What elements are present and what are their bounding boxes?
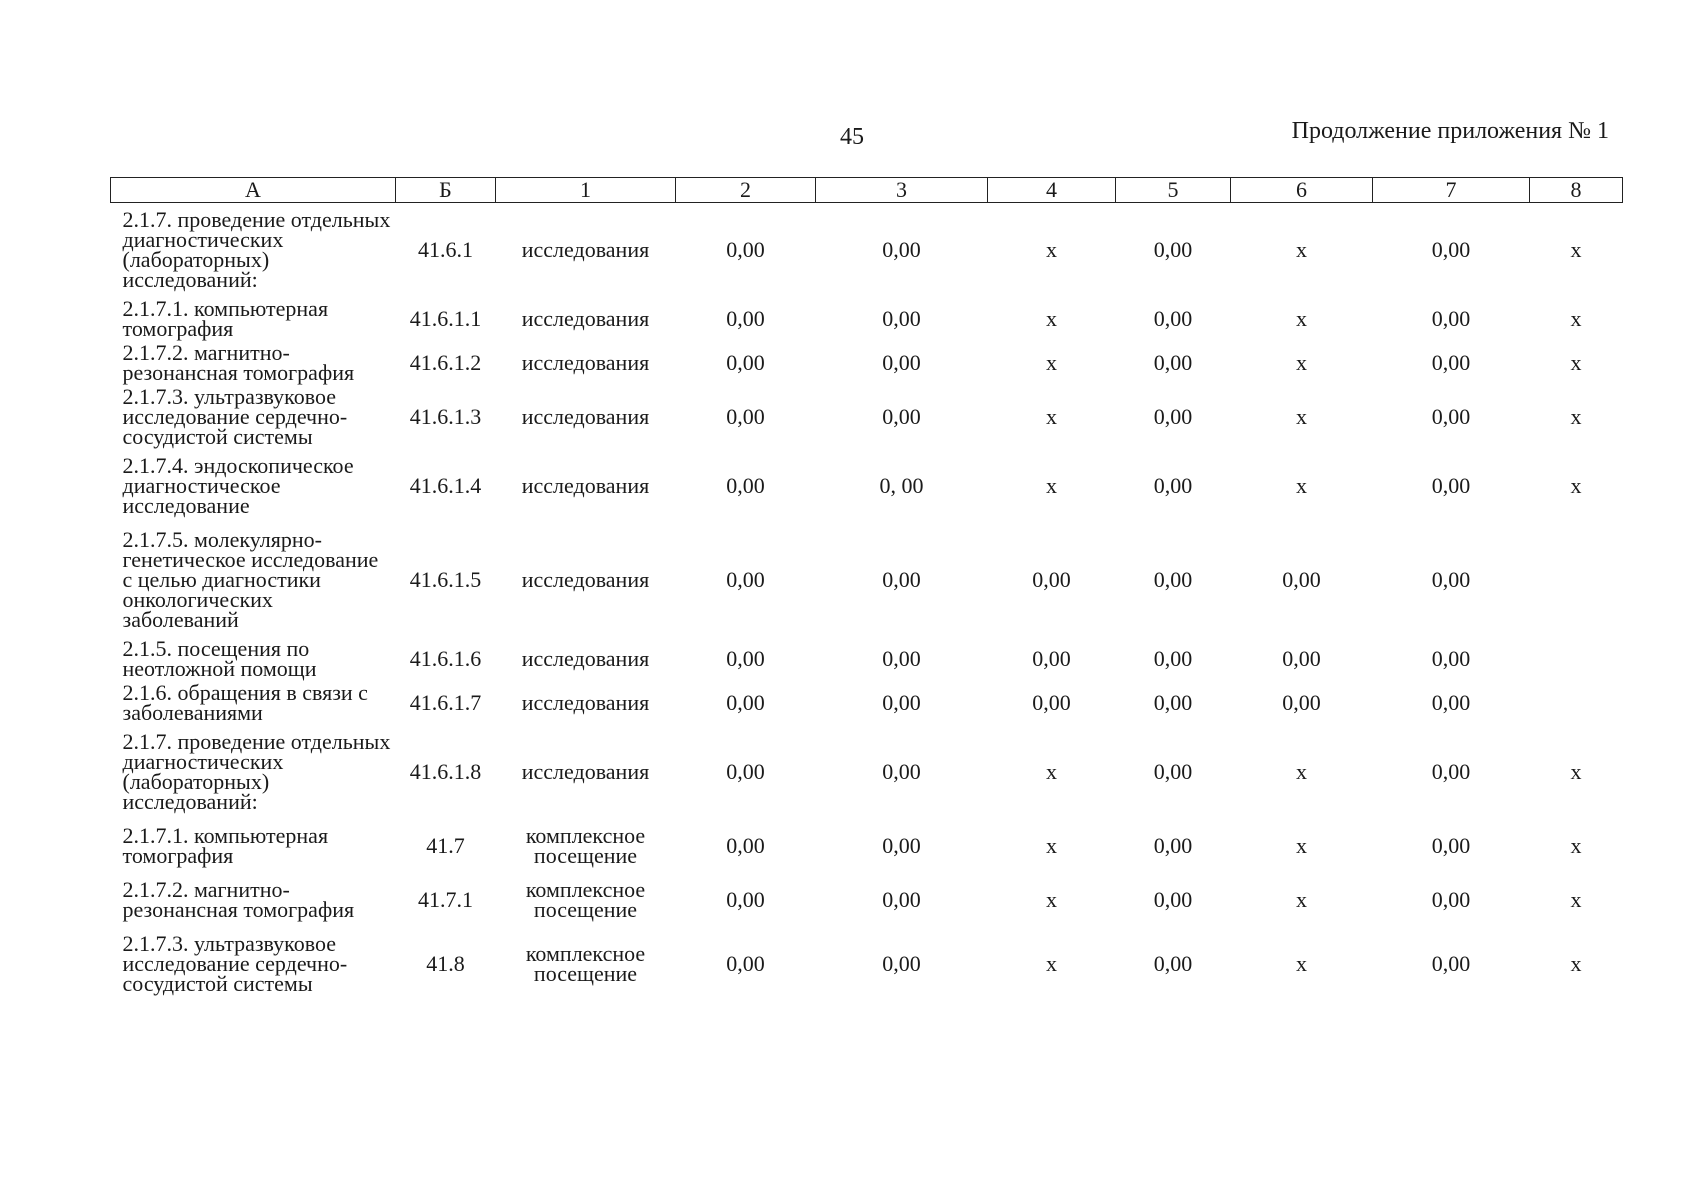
row-col7-cell: 0,00 (1431, 759, 1471, 784)
row-unit-cell: исследования (521, 759, 650, 784)
column-header-b: Б (396, 178, 496, 203)
row-col3-cell: 0,00 (882, 237, 921, 262)
row-col7-cell: 0,00 (1431, 237, 1471, 262)
row-col3-cell: 0,00 (882, 951, 921, 976)
table-body (111, 203, 1623, 1002)
row-col3-cell: 0,00 (882, 833, 921, 858)
row-unit-cell: исследования (521, 404, 650, 429)
row-col7-cell: 0,00 (1431, 833, 1471, 858)
row-unit-cell: комплексное посещение (525, 823, 646, 868)
column-header-3: 3 (816, 178, 988, 203)
row-unit-cell: комплексное посещение (525, 877, 646, 922)
row-col2-cell: 0,00 (726, 350, 765, 375)
row-col4-cell: 0,00 (1032, 646, 1071, 671)
row-col6-cell: х (1296, 473, 1307, 498)
row-unit-cell: исследования (521, 646, 650, 671)
row-col4-cell: х (1046, 404, 1057, 429)
row-col7-cell: 0,00 (1431, 646, 1471, 671)
row-col7-cell: 0,00 (1431, 951, 1471, 976)
row-col7-cell: 0,00 (1431, 473, 1471, 498)
row-col8-cell: х (1570, 833, 1582, 858)
row-col6-cell: х (1296, 887, 1307, 912)
table-row (111, 203, 1623, 298)
table-row (111, 819, 1623, 873)
row-code-cell: 41.7 (426, 833, 465, 858)
row-col8-cell: х (1570, 759, 1582, 784)
row-col8-cell (1530, 681, 1623, 725)
table-row (111, 385, 1623, 449)
row-col5-cell: 0,00 (1153, 646, 1193, 671)
row-col4-cell: х (1046, 350, 1057, 375)
row-code-cell: 41.6.1.8 (409, 759, 482, 784)
row-col5-cell: 0,00 (1153, 306, 1193, 331)
row-col3-cell: 0,00 (882, 690, 921, 715)
row-col4-cell: х (1046, 473, 1057, 498)
row-code-cell: 41.8 (426, 951, 465, 976)
row-col5-cell: 0,00 (1153, 690, 1193, 715)
row-col4-cell: 0,00 (1032, 567, 1071, 592)
row-col3-cell: 0,00 (882, 567, 921, 592)
row-col4-cell: х (1046, 306, 1057, 331)
row-code-cell: 41.7.1 (418, 887, 473, 912)
row-col3-cell: 0, 00 (879, 473, 924, 498)
column-header-7: 7 (1373, 178, 1530, 203)
row-unit-cell: исследования (521, 690, 650, 715)
row-col7-cell: 0,00 (1431, 306, 1471, 331)
row-col2-cell: 0,00 (726, 306, 765, 331)
row-col3-cell: 0,00 (882, 887, 921, 912)
row-name-cell: 2.1.7.1. компьютерная томография (122, 823, 329, 868)
row-col3-cell: 0,00 (882, 646, 921, 671)
row-col6-cell: х (1296, 759, 1307, 784)
row-col8-cell: х (1570, 473, 1582, 498)
table-row (111, 725, 1623, 819)
row-col8-cell: х (1570, 951, 1582, 976)
row-col2-cell: 0,00 (726, 887, 765, 912)
row-col3-cell: 0,00 (882, 404, 921, 429)
row-name-cell: 2.1.7.1. компьютерная томография (122, 296, 329, 341)
row-col2-cell: 0,00 (726, 951, 765, 976)
row-code-cell: 41.6.1.2 (409, 350, 482, 375)
row-unit-cell: исследования (521, 473, 650, 498)
row-col4-cell: 0,00 (1032, 690, 1071, 715)
row-col4-cell: х (1046, 887, 1057, 912)
row-name-cell: 2.1.7.3. ультразвуковое исследование сердечно-сосудистой системы (122, 384, 348, 449)
table-row (111, 449, 1623, 523)
row-col2-cell: 0,00 (726, 690, 765, 715)
row-name-cell: 2.1.7.5. молекулярно-генетическое исследование с целью диагностики онкологических заболеваний (122, 527, 379, 632)
row-col6-cell: 0,00 (1282, 646, 1321, 671)
column-header-5: 5 (1116, 178, 1231, 203)
row-code-cell: 41.6.1.5 (409, 567, 482, 592)
row-col5-cell: 0,00 (1153, 951, 1193, 976)
row-col4-cell: х (1046, 237, 1057, 262)
row-col5-cell: 0,00 (1153, 404, 1193, 429)
row-col2-cell: 0,00 (726, 759, 765, 784)
row-col4-cell: х (1046, 951, 1057, 976)
row-col7-cell: 0,00 (1431, 567, 1471, 592)
row-col8-cell (1530, 637, 1623, 681)
row-col2-cell: 0,00 (726, 473, 765, 498)
row-col7-cell: 0,00 (1431, 404, 1471, 429)
row-col6-cell: 0,00 (1282, 690, 1321, 715)
row-col2-cell: 0,00 (726, 237, 765, 262)
row-unit-cell: комплексное посещение (525, 941, 646, 986)
page-number: 45 (840, 124, 864, 150)
row-col4-cell: х (1046, 759, 1057, 784)
table-row (111, 873, 1623, 927)
row-col6-cell: х (1296, 833, 1307, 858)
row-col7-cell: 0,00 (1431, 887, 1471, 912)
row-col2-cell: 0,00 (726, 646, 765, 671)
row-col5-cell: 0,00 (1153, 833, 1193, 858)
row-unit-cell: исследования (521, 567, 650, 592)
column-header-4: 4 (988, 178, 1116, 203)
row-col5-cell: 0,00 (1153, 237, 1193, 262)
row-col8-cell: х (1570, 887, 1582, 912)
row-name-cell: 2.1.7. проведение отдельных диагностических (лабораторных) исследований: (122, 207, 391, 292)
row-col8-cell: х (1570, 404, 1582, 429)
appendix-caption: Продолжение приложения № 1 (1291, 118, 1609, 144)
column-header-1: 1 (496, 178, 676, 203)
row-col7-cell: 0,00 (1431, 350, 1471, 375)
table-row (111, 341, 1623, 385)
table-row (111, 523, 1623, 637)
row-name-cell: 2.1.5. посещения по неотложной помощи (122, 636, 317, 681)
row-col3-cell: 0,00 (882, 759, 921, 784)
row-col3-cell: 0,00 (882, 350, 921, 375)
row-col2-cell: 0,00 (726, 833, 765, 858)
row-col3-cell: 0,00 (882, 306, 921, 331)
row-code-cell: 41.6.1.4 (409, 473, 482, 498)
row-name-cell: 2.1.7. проведение отдельных диагностических (лабораторных) исследований: (122, 729, 391, 814)
row-col8-cell: х (1570, 237, 1582, 262)
row-name-cell: 2.1.6. обращения в связи с заболеваниями (122, 680, 368, 725)
row-col7-cell: 0,00 (1431, 690, 1471, 715)
row-code-cell: 41.6.1.7 (409, 690, 482, 715)
row-col6-cell: 0,00 (1282, 567, 1321, 592)
row-col5-cell: 0,00 (1153, 473, 1193, 498)
table-row (111, 927, 1623, 1001)
row-unit-cell: исследования (521, 306, 650, 331)
row-name-cell: 2.1.7.4. эндоскопическое диагностическое исследование (122, 453, 354, 518)
row-code-cell: 41.6.1.1 (409, 306, 482, 331)
table-row (111, 297, 1623, 341)
table-row (111, 637, 1623, 681)
row-col8-cell: х (1570, 306, 1582, 331)
row-name-cell: 2.1.7.2. магнитно-резонансная томография (122, 877, 355, 922)
row-col5-cell: 0,00 (1153, 350, 1193, 375)
row-col6-cell: х (1296, 350, 1307, 375)
row-name-cell: 2.1.7.2. магнитно-резонансная томография (122, 340, 355, 385)
column-header-a: А (111, 178, 396, 203)
row-name-cell: 2.1.7.3. ультразвуковое исследование сердечно-сосудистой системы (122, 931, 348, 996)
row-col6-cell: х (1296, 306, 1307, 331)
row-col5-cell: 0,00 (1153, 759, 1193, 784)
row-col6-cell: х (1296, 951, 1307, 976)
row-col6-cell: х (1296, 404, 1307, 429)
column-header-6: 6 (1231, 178, 1373, 203)
data-table (110, 177, 1623, 1001)
row-code-cell: 41.6.1 (418, 237, 473, 262)
row-col2-cell: 0,00 (726, 404, 765, 429)
row-col5-cell: 0,00 (1153, 887, 1193, 912)
row-unit-cell: исследования (521, 237, 650, 262)
row-col8-cell (1530, 523, 1623, 637)
column-header-2: 2 (676, 178, 816, 203)
row-col2-cell: 0,00 (726, 567, 765, 592)
row-col5-cell: 0,00 (1153, 567, 1193, 592)
row-code-cell: 41.6.1.3 (409, 404, 482, 429)
row-col4-cell: х (1046, 833, 1057, 858)
row-unit-cell: исследования (521, 350, 650, 375)
column-header-8: 8 (1530, 178, 1623, 203)
row-col6-cell: х (1296, 237, 1307, 262)
row-col8-cell: х (1570, 350, 1582, 375)
table-row (111, 681, 1623, 725)
row-code-cell: 41.6.1.6 (409, 646, 482, 671)
column-header-row (111, 178, 1623, 203)
